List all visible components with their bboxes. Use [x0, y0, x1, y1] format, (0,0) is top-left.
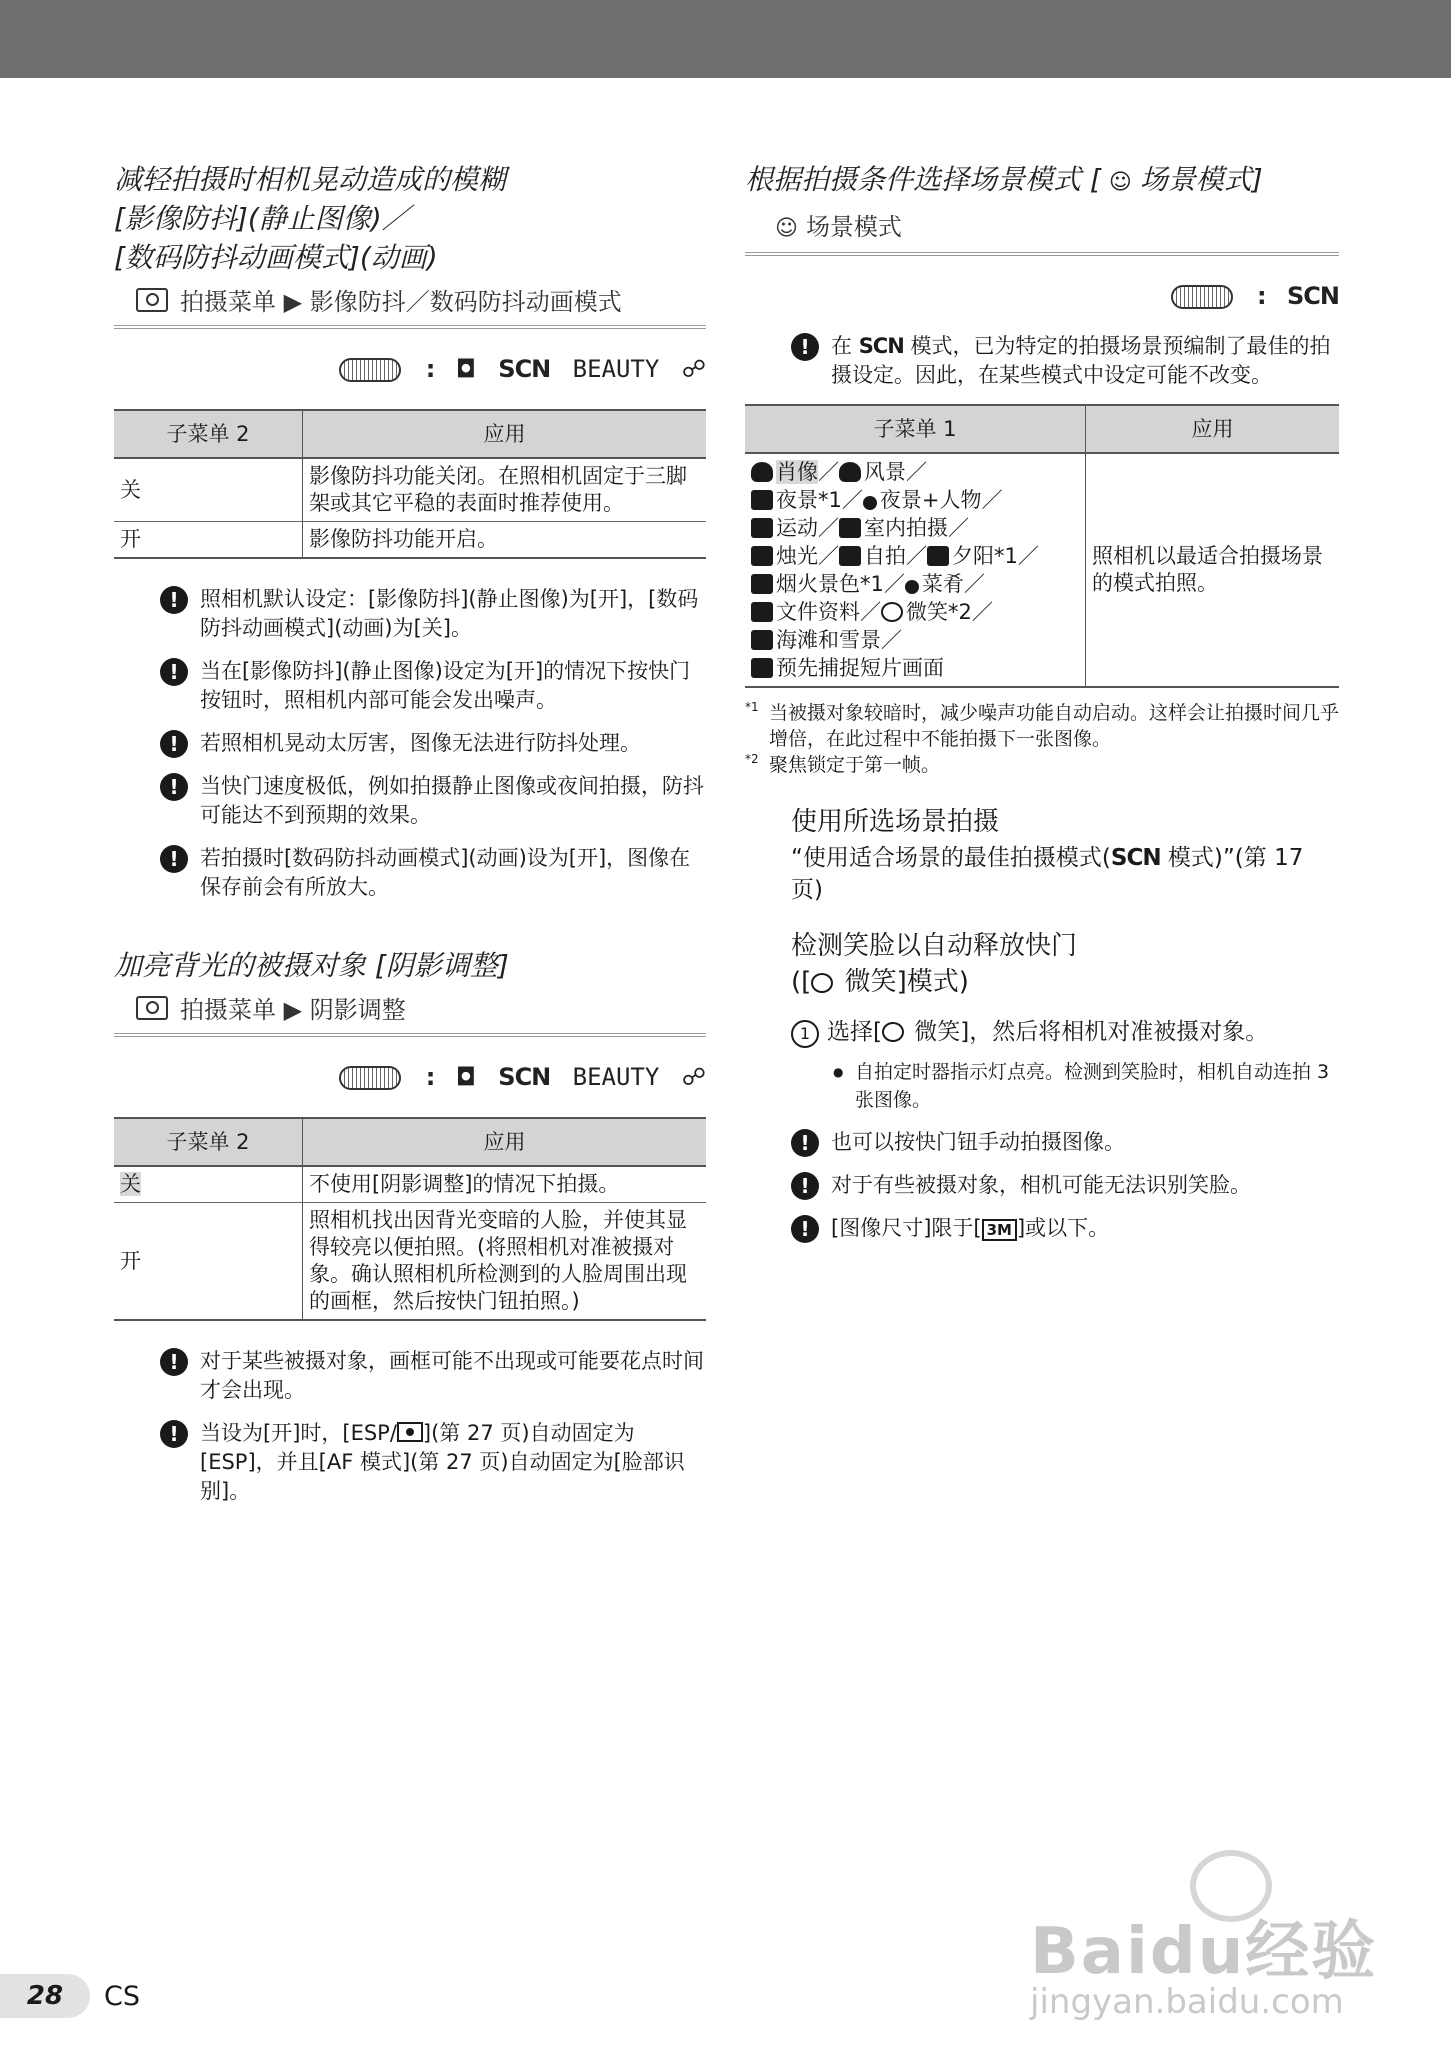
table-header: 应用	[1086, 405, 1340, 453]
fireworks-icon	[751, 574, 773, 594]
available-modes: : SCN	[745, 282, 1339, 310]
scene-mode-icon: ☺	[775, 216, 798, 241]
available-modes: : ◘ SCN BEAUTY ☍	[114, 1063, 706, 1091]
mode-dial-icon	[339, 1066, 401, 1090]
menu-path-stabilizer: 拍摄菜单 ▶ 影像防抖／数码防抖动画模式	[114, 285, 706, 329]
caution-icon: !	[791, 1172, 819, 1200]
right-column	[745, 160, 1339, 1257]
camera-mode-icon: ◘	[455, 1063, 476, 1091]
bullet-item: ● 自拍定时器指示灯点亮。检测到笑脸时，相机自动连拍 3 张图像。	[855, 1058, 1339, 1114]
subsection-title-shoot-scene: 使用所选场景拍摄	[791, 807, 1000, 837]
notes-shadow-adjust	[160, 1347, 706, 1506]
scn-mode-label: SCN	[1287, 282, 1339, 310]
beauty-mode-label: BEAUTY	[572, 1063, 660, 1091]
table-header: 子菜单 2	[114, 1118, 303, 1166]
note-item: ! 若拍摄时[数码防抖动画模式](动画)设为[开]，图像在保存前会有所放大。	[160, 844, 706, 902]
mode-dial-icon	[339, 358, 401, 382]
pre-capture-movie-icon	[751, 658, 773, 678]
cuisine-icon	[905, 580, 919, 594]
note-item: ! 当快门速度极低，例如拍摄静止图像或夜间拍摄，防抖可能达不到预期的效果。	[160, 772, 706, 830]
note-item: ! 也可以按快门钮手动拍摄图像。	[791, 1128, 1339, 1157]
shooting-menu-icon	[136, 996, 168, 1020]
footnote: *2 聚焦锁定于第一帧。	[745, 752, 941, 776]
mode-dial-icon	[1171, 285, 1233, 309]
caution-icon: !	[160, 1348, 188, 1376]
section-title-stabilizer: 减轻拍摄时相机晃动造成的模糊 [影像防抖](静止图像)／ [数码防抖动画模式](动画)	[114, 163, 507, 274]
indoor-icon	[839, 518, 861, 538]
note-item: ! 当在[影像防抖](静止图像)设定为[开]的情况下按快门按钮时，照相机内部可能会发出噪声。	[160, 657, 706, 715]
left-column	[114, 160, 706, 1520]
caution-icon: !	[160, 586, 188, 614]
subsection-title-smile-shot: 检测笑脸以自动释放快门 ([ 微笑]模式)	[791, 931, 1078, 997]
page-number: 28	[0, 1974, 90, 2018]
scene-mode-table	[745, 404, 1339, 688]
table-row: 开 照相机找出因背光变暗的人脸，并使其显得较亮以便拍照。(将照相机对准被摄对象。确认照相机所检测到的人脸周围出现的画框，然后按快门钮拍照。)	[114, 1203, 706, 1321]
night-scene-icon	[751, 490, 773, 510]
scn-mode-label: SCN	[498, 1063, 551, 1091]
table-row: 肖像／ 风景／ 夜景*1／ 夜景+人物／ 运动／ 室内拍摄／ 烛光／ 自拍／ 夕阳*1／ 烟火景色*1／ 菜肴／ 文件资料／ 微笑*2／ 海滩和雪景／ 预先捕捉短片画面 照相机以最适合拍摄场景的模式拍照。	[745, 453, 1339, 687]
table-row: 关 影像防抖功能关闭。在照相机固定于三脚架或其它平稳的表面时推荐使用。	[114, 458, 706, 522]
spot-metering-icon	[397, 1422, 423, 1442]
sport-icon	[751, 518, 773, 538]
shadow-adjust-table	[114, 1117, 706, 1321]
image-size-3m-icon: 3M	[982, 1219, 1017, 1241]
baidu-watermark: Baidu经验 jingyan.baidu.com	[1030, 1850, 1430, 2030]
table-header: 子菜单 2	[114, 410, 303, 458]
note-item: ! 若照相机晃动太厉害，图像无法进行防抖处理。	[160, 729, 706, 758]
page-header-bar	[0, 0, 1451, 78]
scene-list: 肖像／ 风景／ 夜景*1／ 夜景+人物／ 运动／ 室内拍摄／ 烛光／ 自拍／ 夕阳*1／ 烟火景色*1／ 菜肴／ 文件资料／ 微笑*2／ 海滩和雪景／ 预先捕捉短片画面	[745, 453, 1086, 687]
available-modes: : ◘ SCN BEAUTY ☍	[114, 355, 706, 383]
note-item: ! [图像尺寸]限于[ 3M ]或以下。	[791, 1214, 1339, 1243]
stabilizer-table	[114, 409, 706, 559]
scene-mode-icon: ☺	[1108, 170, 1132, 195]
smile-icon	[882, 1022, 904, 1042]
caution-icon: !	[160, 730, 188, 758]
table-header: 应用	[303, 1118, 707, 1166]
section-title-scene-mode: 根据拍摄条件选择场景模式 [ ☺ 场景模式]	[745, 160, 1339, 202]
movie-mode-icon: ☍	[681, 1063, 706, 1091]
sunset-icon	[927, 546, 949, 566]
note-item: ! 在 SCN 模式，已为特定的拍摄场景预编制了最佳的拍摄设定。因此，在某些模式中设定可能不改变。	[791, 332, 1339, 390]
smile-icon	[881, 602, 903, 622]
shooting-menu-icon	[136, 288, 168, 312]
landscape-icon	[839, 462, 861, 482]
scn-mode-label: SCN	[498, 355, 551, 383]
footnotes	[745, 700, 1339, 778]
documents-icon	[751, 602, 773, 622]
note-item: ! 当设为[开]时，[ESP/ ](第 27 页)自动固定为[ESP]，并且[AF 模式](第 27 页)自动固定为[脸部识别]。	[160, 1419, 706, 1506]
scene-intro	[791, 332, 1339, 390]
menu-path-shadow-adjust: 拍摄菜单 ▶ 阴影调整	[114, 993, 706, 1037]
language-code: CS	[104, 1981, 140, 2012]
candle-icon	[751, 546, 773, 566]
note-item: ! 对于某些被摄对象，画框可能不出现或可能要花点时间才会出现。	[160, 1347, 706, 1405]
table-row: 关 不使用[阴影调整]的情况下拍摄。	[114, 1166, 706, 1203]
self-portrait-icon	[839, 546, 861, 566]
step-item: 1 选择[ 微笑]，然后将相机对准被摄对象。	[791, 1016, 1339, 1048]
caution-icon: !	[160, 845, 188, 873]
notes-smile-shot	[791, 1128, 1339, 1243]
caution-icon: !	[791, 1129, 819, 1157]
table-header: 应用	[303, 410, 707, 458]
smile-icon	[811, 973, 833, 993]
beauty-mode-label: BEAUTY	[572, 355, 660, 383]
camera-mode-icon: ◘	[455, 355, 476, 383]
portrait-icon	[751, 462, 773, 482]
note-item: ! 对于有些被摄对象，相机可能无法识别笑脸。	[791, 1171, 1339, 1200]
notes-stabilizer	[160, 585, 706, 902]
caution-icon: !	[160, 1420, 188, 1448]
caution-icon: !	[160, 773, 188, 801]
footnote: *1 当被摄对象较暗时，减少噪声功能自动启动。这样会让拍摄时间几乎增倍，在此过程中不能拍摄下一张图像。	[745, 700, 1340, 750]
movie-mode-icon: ☍	[681, 355, 706, 383]
subsection-text-shoot-scene: “使用适合场景的最佳拍摄模式(SCN 模式)”(第 17 页)	[791, 845, 1304, 903]
table-header: 子菜单 1	[745, 405, 1086, 453]
caution-icon: !	[791, 1215, 819, 1243]
table-row: 开 影像防抖功能开启。	[114, 522, 706, 559]
caution-icon: !	[160, 658, 188, 686]
caution-icon: !	[791, 333, 819, 361]
note-item: ! 照相机默认设定：[影像防抖](静止图像)为[开]，[数码防抖动画模式](动画)为[关]。	[160, 585, 706, 643]
section-title-shadow-adjust: 加亮背光的被摄对象 [阴影调整]	[114, 949, 509, 982]
beach-snow-icon	[751, 630, 773, 650]
menu-path-scene-mode: ☺ 场景模式	[745, 210, 1339, 256]
night-portrait-icon	[863, 496, 877, 510]
